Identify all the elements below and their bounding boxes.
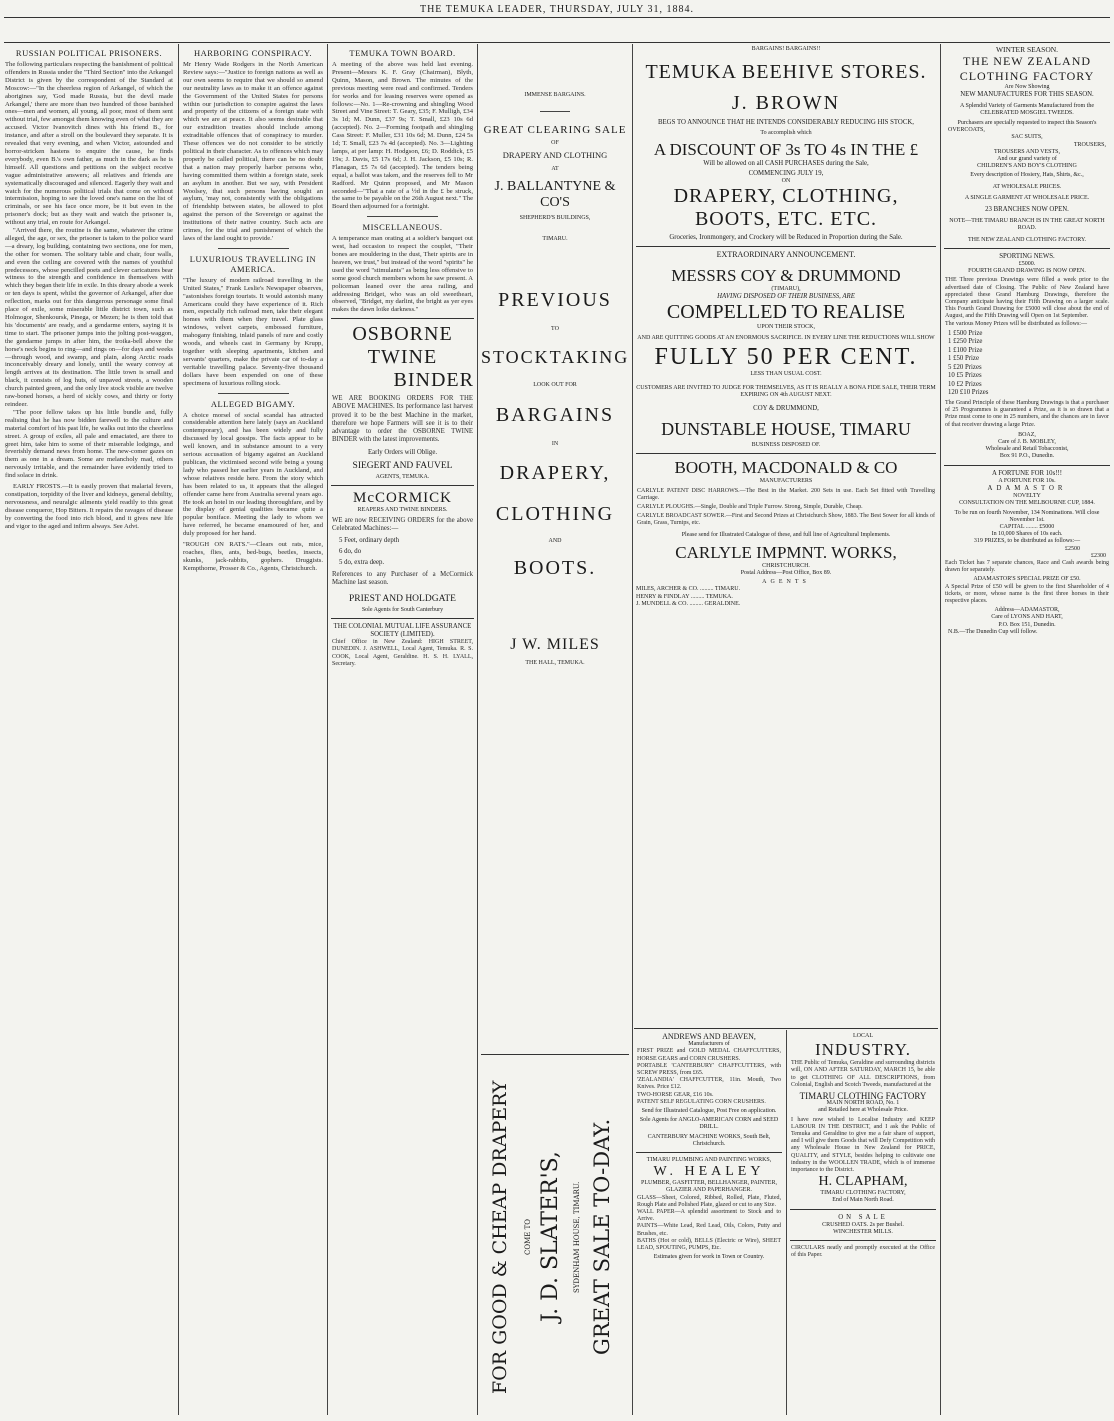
ad-text: CARLYLE BROADCAST SOWER.—First and Second Prizes at Christchurch Show, 1883. The Best Sower for all kinds of Grain, Grass, Turnips, etc. [637,513,935,527]
divider [636,1152,782,1153]
article-title: HARBORING CONSPIRACY. [193,48,313,58]
ad-text: EXTRAORDINARY ANNOUNCEMENT. [716,250,856,260]
ad-heading: BOOTS. [513,557,597,580]
ad-heading: FULLY 50 PER CENT. [654,344,918,371]
column-3 [331,46,474,1413]
prize-item: 10 £2 Prizes [948,380,982,388]
ad-text: SAC SUITS, [1011,134,1043,141]
vertical-ad-text: COME TO [524,1219,532,1256]
ad-heading: TWINE [367,346,438,369]
ad-text: PAINTS—White Lead, Red Lead, Oils, Colors, Putty and Brushes, etc. [637,1223,781,1237]
ad-text: A Special Prize of £50 will be given to the first Shareholder of 4 tickets, or more, whose name is the first three horses in their respective places. [945,583,1109,604]
ad-text: Will be allowed on all CASH PURCHASES during the Sale, [703,159,869,167]
ad-text: And our grand variety of [997,156,1057,163]
ad-heading: GREAT CLEARING SALE [483,124,627,137]
ad-list-item: 5 do, extra deep. [339,558,385,566]
masthead-rule [4,17,1110,18]
ad-heading: DRAPERY AND CLOTHING [502,150,608,161]
divider [790,1209,936,1210]
ad-text: Manufacturers of [688,1041,730,1048]
divider [540,111,570,112]
ad-heading: ON SALE [838,1213,888,1221]
ad-text: TIMARU PLUMBING AND PAINTING WORKS, [646,1157,772,1164]
ad-heading: BARGAINS [495,403,615,426]
ad-heading: DRAPERY, CLOTHING, [673,185,899,208]
ad-text: CHRISTCHURCH. [762,562,810,569]
prize-item: 1 £100 Prize [948,346,983,354]
vertical-ad-text: GREAT SALE TO-DAY. [590,1118,614,1356]
masthead: THE TEMUKA LEADER, THURSDAY, JULY 31, 1884. [419,4,695,15]
article-text: A choice morsel of social scandal has attracted considerable attention here lately (says an Auckland contemporary), and has been widely and fully discussed by local gossips. The facts appear to be well known, and in substance amount to a very serious accusation of bigamy against an Auckland publican, the victimised second wife being a young lady who passed her earlier years in Auckland, and whose relatives reside here. From the story which has been related to us, it appears that the alleged offender came here from Australia several years ago. He took an hotel in our leading thoroughfare, and by the display of genial qualities became quite a popular boniface. Meeting the lady to whom we have referred, he became enamoured of her, and duly proposed for her hand. [183,411,323,538]
ad-text: OVERCOATS, [948,127,985,134]
ad-heading: TEMUKA BEEHIVE STORES. [645,61,927,84]
ad-text: TIMARU CLOTHING FACTORY, [820,1190,906,1197]
divider [331,485,474,486]
ad-text: THE Public of Temuka, Geraldine and surrounding districts will, ON AND AFTER SATURDAY, MARCH 15, be able to get CLOTHING OF ALL DESCRIPTIONS, from Colonial, English and Scotch Tweeds, manufactured at the [791,1060,935,1088]
ad-text: FOURTH GRAND DRAWING IS NOW OPEN. [968,268,1086,275]
ad-text: Each Ticket has 7 separate chances, Race and Cash awards being drawn for separately. [945,559,1109,574]
prize-item: 120 £10 Prizes [948,389,989,397]
ad-text: Care of J. B. MOBLEY, [998,438,1056,445]
ad-heading: TIMARU CLOTHING FACTORY [799,1091,927,1102]
ad-text: To be run on fourth November, 134 Nominations. Will close November 1st. [954,509,1100,523]
ad-text: Groceries, Ironmongery, and Crockery will be Reduced in Proportion during the Sale. [669,234,903,242]
article-text: A meeting of the above was held last evening. Present—Messrs K. F. Gray (Chairman), Blyth, Quinn, Mason, and Brown. The minutes of the previous meeting were read and confirmed. Tenders for works and for leasing reserves were opened as follows:—No. 1—Re-crowning and shingling Wood Street and Vine Street: T. Geary, £35; F. Mulligh, £34 3s 1d; M. Dunn, £37 9s; T. Small, £23 10s 6d (accepted). No. 2—Forming footpath and shingling Cass Street: F. Muller, £31 10s 6d; M. Dunn, £24 5s 1d; T. Small, £23 7s 4d (accepted). No. 3—Lighting lamps, at per lamp: H. Hodgson, £6; D. Roddick, £5 19s; J. Davis, £5 17s 6d; J. H. Jackson, £5 10s; R. Flanagan, £5 7s 6d (accepted). The tenders being equal, a ballot was taken, and the reserves fell to Mr Radford. Mr Quinn proposed, and Mr Mason seconded—"That a rate of a ½d in the £ be struck, the same to be payable on the 26th August next." The Board then adjourned for a fortnight. [332,61,473,211]
article-text: "Arrived there, the routine is the same, whatever the crime alleged, the age, or sex, the prisoner is taken to the police ward—a dreary, log building, containing two sections, one for men, the other for women. The solitary table and chair, four walls, and even the ceiling are covered with the names of youthful predecessors, whose pencilled poets and clever caricatures bear witness to the strength and confidence in themselves with which they began their life in exile. In this dreary abode a week or ten days is spent, whilst the governor of Arkangel, after due reflection, marks out for this dangerous personage some final place of exile, some miserable little district town, such as Holmogor, Shenkoursk, Pinega, or Mezen; he is then told that his 'documents' are ready, and a gendarme enters, saying it is time to start. The prisoner jumps into the jolting post-waggon, the gendarme jumps in after him, the troika-bell above the horse's neck begins to ring—and rings on—for days and weeks—through wood, and swamp, and plain, along Arctic roads inconceivably dreary and lonely, until the weary convoy at length arrives at its destination. The little town is small and black, it consists of log huts, of unpaved streets, a wooden church painted green, and the only live stock visible are twelve raw-boned horses, a herd of sickly cows, and thirty or forty reindeer. [5,227,173,408]
ad-text: 'ZEALANDIA' CHAFFCUTTER, 11in. Mouth, Two Knives. Price £12. [637,1077,781,1091]
ad-text: REAPERS AND TWINE BINDERS. [357,506,448,513]
ad-text: LESS THAN USUAL COST. [750,371,822,378]
ad-heading: BOOTS, ETC. ETC. [694,208,878,231]
ad-text: P.O. Box 151, Dunedin. [998,621,1056,628]
ad-text: MANUFACTURERS [759,478,813,485]
ad-list-item: 5 Feet, ordinary depth [339,536,400,544]
column-rule [477,44,478,1415]
ad-text: £2300 [1091,552,1106,559]
column-1 [4,46,174,1413]
ad-heading: J. BALLANTYNE & CO'S [494,178,616,210]
ad-text: and Retailed here at Wholesale Price. [818,1107,908,1114]
ad-text: I have now wished to Localise Industry and KEEP LABOUR IN THE DISTRICT, and I ask the Public of Temuka and Geraldine to give me a fair share of support, and I will give them Goods that will Defy Competition with any Wholesale House in New Zealand for PRICE, QUALITY, and STYLE, besides helping to cultivate one industry in the WOOLLEN TRADE, which is of immense importance to the District. [791,1116,935,1174]
article-title: MISCELLANEOUS. [362,222,443,233]
ad-text: AGENTS [762,579,810,586]
header-rule [4,42,1110,43]
ad-heading: SIEGERT AND FAUVEL [352,460,453,471]
column-rule [632,44,633,1415]
ad-text: WINCHESTER MILLS. [833,1229,893,1236]
ad-text: CRUSHED OATS. 2s per Bushel. [822,1221,904,1228]
prize-item: 1 £50 Prize [948,355,979,363]
ad-text: MILES, ARCHER & CO. ......... TIMARU. [636,586,741,593]
ad-text: AT WHOLESALE PRICES. [992,183,1062,190]
ad-text: Care of LYONS AND HART, [991,614,1063,621]
divider [944,465,1110,466]
article-title: ALLEGED BIGAMY. [210,398,296,409]
ad-text: The various Money Prizes will be distributed as follows:— [945,320,1087,327]
ad-text: WE ARE BOOKING ORDERS FOR THE ABOVE MACHINES. Its performance last harvest proved it to be the best Machine in the market, therefore we hope Farmers will see it is to their advantage to order the OSBORNE TWINE BINDER with the latest improvements. [332,395,473,444]
ad-text: 23 BRANCHES NOW OPEN. [985,206,1069,214]
column-rule [786,1030,787,1415]
vertical-ad-text: FOR GOOD & CHEAP DRAPERY [489,1080,511,1394]
divider [218,393,289,394]
ad-text: Chief Office in New Zealand: HIGH STREET, DUNEDIN. J. ASHWELL, Local Agent, Temuka. R. S. COOK, Local Agent, Geraldine. H. S. H. LYALL, Secretary. [332,639,473,667]
prize-item: 5 £20 Prizes [948,363,982,371]
divider [790,1240,936,1241]
ad-text: NEW MANUFACTURES FOR THIS SEASON. [960,91,1094,99]
ad-heading: BINDER [393,369,474,392]
ad-list-item: 6 do, do [339,547,362,555]
ad-heading: ANDREWS AND BEAVEN, [662,1032,756,1041]
ad-text: PATENT SELF REGULATING CORN CRUSHERS. [637,1098,766,1105]
ad-heading: A DISCOUNT OF 3s TO 4s IN THE £ [653,139,919,159]
ad-text: BATHS (Hot or cold), BELLS (Electric or Wire), SHEET LEAD, SPOUTING, PUMPS, Etc. [637,1237,781,1252]
ad-heading: H. CLAPHAM, [818,1174,908,1190]
ad-text: TROUSERS, [1073,141,1106,148]
ad-text: COY & DRUMMOND, [753,405,819,413]
ad-text: CANTERBURY MACHINE WORKS, South Belt, Christchurch. [647,1133,771,1147]
divider [944,248,1110,249]
article-text: EARLY FROSTS.—It is easily proven that malarial fevers, constipation, torpidity of the liver and kidneys, general debility, nervousness, and neuralgic ailments yield readily to this great disease conqueror, Hop Bitters. It repairs the ravages of disease by converting the food into rich blood, and it gives new life and vigor to the aged and infirm always. See Advt. [5,483,173,530]
article-title: LUXURIOUS TRAVELLING IN AMERICA. [189,253,317,274]
ad-text: References to any Purchaser of a McCormick Machine last season. [332,571,473,587]
ad-text: CONSULTATION ON THE MELBOURNE CUP, 1884. [959,500,1095,507]
ad-text: UPON THEIR STOCK, [757,324,815,331]
ad-text: CHILDREN'S AND BOY'S CLOTHING [977,163,1077,170]
column-6 [944,46,1110,1413]
ad-text: A Splendid Variety of Garments Manufactured from the [959,102,1095,109]
vertical-ad-text: SYDENHAM HOUSE, TIMARU. [573,1181,581,1293]
ad-text: ON [781,178,791,185]
ad-text: WINTER SEASON. [995,45,1059,54]
ad-text: £5000. [1018,261,1036,268]
ad-heading: J. BROWN [731,92,841,115]
ad-text: TROUSERS AND VESTS, [993,148,1061,155]
ad-text: Send for Illustrated Catalogue, Post Free on application. [641,1108,777,1115]
ad-text: OF [551,140,559,147]
ad-text: In 10,000 Shares of 10s each. [991,531,1063,538]
ad-text: THE HALL, TEMUKA. [525,660,585,667]
ad-text: CARLYLE PATENT DISC HARROWS.—The Best in the Market. 200 Sets in use. Each Set fitted with Travelling Carriage. [637,487,935,501]
column-5-lower-left [636,1033,782,1413]
ad-text: HENRY & FINDLAY ......... TEMUKA. [636,593,733,600]
article-text: "ROUGH ON RATS."—Clears out rats, mice, roaches, flies, ants, bed-bugs, beetles, insects, skunks, jack-rabbits, gophers. Druggists. Kempthorne, Prosser & Co., Agents, Christchurch. [183,541,323,572]
ad-heading: COMPELLED TO REALISE [666,301,906,324]
article-text: A temperance man orating at a soldier's banquet out west, had occasion to respect the couplet, "Their bones are mouldering in the dust, Their spirits are in heaven, we trust," but instead of the word "spirits" he used the word "stimulants" as being less offensive to some good church members whom he saw present. A policeman leaned over the area railing, and addressing Bridget, who was an old sweetheart, observed, "Bridget, my darlint, the bright as yer eyes makes the dawn loike darkness." [332,235,473,314]
divider [331,318,474,319]
ad-heading: BOOTH, MACDONALD & CO [674,458,898,478]
ad-text: WE are now RECEIVING ORDERS for the above Celebrated Machines:— [332,517,473,533]
ad-heading: ADAMASTOR'S SPECIAL PRIZE OF £50. [973,576,1081,583]
ad-text: BARGAINS! BARGAINS!! [751,46,821,52]
ad-heading: THE NEW ZEALAND [962,54,1092,69]
ad-heading: SPORTING NEWS. [999,252,1055,260]
column-5-lower-right [790,1033,936,1413]
divider [331,618,474,619]
ad-text: J. MUNDELL & CO. ......... GERALDINE. [636,600,741,607]
divider [481,1054,629,1055]
divider [218,248,289,249]
ad-heading: MESSRS COY & DRUMMOND [671,265,901,285]
ad-text: NOVELTY [1013,493,1041,500]
ad-text: Wholesale and Retail Tobacconist, [985,446,1069,453]
ad-text: AND [548,537,562,544]
ad-heading: J W. MILES [510,636,600,654]
ad-text: GLASS—Sheet, Colored, Ribbed, Rolled, Plate, Fluted, Rough Plate and Polished Plate, glazed or cut to any Size. [637,1194,781,1208]
ad-heading: PREVIOUS [498,289,612,312]
ad-heading: W. HEALEY [653,1164,765,1180]
ad-text: Address—ADAMASTOR, [994,607,1060,614]
prize-item: 1 £500 Prize [948,329,983,337]
ad-text: Box 91 P.O., Dunedin. [999,453,1055,460]
ad-text: Sole Agents for South Canterbury [361,606,444,613]
ad-text: WALL PAPER—A splendid assortment to Stock and to Arrive. [637,1209,781,1223]
ad-heading: CLOTHING [495,502,615,525]
divider [367,216,439,217]
ad-text: CAPITAL ........ £5000 [999,523,1055,530]
ad-text: LOCAL [853,1033,873,1039]
ad-text: AND ARE QUITTING GOODS AT AN ENORMOUS SACRIFICE. IN EVERY LINE THE REDUCTIONS WILL SHOW [637,335,935,342]
ad-text: TIMARU. [542,236,568,243]
ad-heading: DRAPERY, [499,461,611,484]
ad-text: FIRST PRIZE and GOLD MEDAL CHAFFCUTTERS, HORSE GEARS and CORN CRUSHERS. [637,1048,781,1062]
ad-text: TWO-HORSE GEAR, £16 10s. [637,1091,714,1098]
ad-text: HAVING DISPOSED OF THEIR BUSINESS, ARE [717,292,855,300]
ad-text: TO [551,326,559,333]
ad-text: CELEBRATED MOSGIEL TWEEDS. [980,109,1074,116]
ad-text: The Grand Principle of these Hamburg Drawings is that a purchaser of 25 Programmes is guaranteed a Prize, as it is so drawn that a Prize must come to one in 25 numbers, and the chances are in favor of that receiver drawing a large Prize. [945,399,1109,428]
ad-text: Purchasers are specially requested to inspect this Season's [957,120,1097,127]
article-text: "The poor fellow takes up his little bundle and, fully realising that he has now bidden farewell to the culture and material comfort of his past life, he walks out into the cheerless street. A group of exiles, all pale and emaciated, are there to greet him, take him to some of their miserable lodgings, and feverishly demand news from home. The new-comer gazes on them as one in a dream. Some are melancholy mad, others nervously irritable, and the remainder have evidently tried to find solace in drink. [5,408,173,480]
ad-text: Postal Address—Post Office, Box 89. [740,570,832,577]
ad-text: (TIMARU), [771,285,801,292]
ad-text: To accomplish which [760,130,812,137]
ad-text: LOOK OUT FOR [533,382,577,389]
ad-text: CUSTOMERS ARE INVITED TO JUDGE FOR THEMSELVES, AS IT IS REALLY A BONA FIDE SALE, THEIR TERM EXPIRING ON 4th AUGUST NEXT. [636,384,936,398]
ad-text: BOAZ, [1018,431,1036,438]
ad-text: BUSINESS DISPOSED OF. [751,442,821,449]
ad-heading: DUNSTABLE HOUSE, TIMARU [661,419,911,440]
article-text: The following particulars respecting the banishment of political offenders in Russia under the "Third Section" into the Arkangel District is given by the correspondent of the Standard at Moscow:—"In the cheerless region of Arkangel, of which the aborigines say, 'God made Russia, but the devil made Arkangel,' there are more than two hundred of those banished ones—men and women, all young, all poor, most of them sent without trial, few amongst them knowing even of what they are accused. Victor Ivanovitch dines with his friend B., for instance, and after a stroll on the boulevard they separate. It is revealed that very evening, and when Victor, astounded and horror-stricken hastens to enquire the cause, he finds everybody, even B.'s own father, as much in the dark as he is himself. All questions and petitions on the subject receive vague administrative answers; all relatives and friends are systematically discouraged and silenced. Eagerly they wait and watch for the numerous political trials that come on without intermission, hoping to see the loved one's name on the list of criminals, or see his face once more, be it but even in the prisoner's dock; but as they wait and watch the prisoner is, without any trial, en route for Arkangel. [5,61,173,227]
ad-heading: STOCKTAKING [481,347,630,368]
ad-text: CARLYLE PLOUGHS.—Single, Double and Triple Furrow. Strong, Simple, Durable, Cheap. [637,504,863,511]
ad-text: N.B.—The Dunedin Cup will follow. [948,628,1038,635]
prize-list [948,330,1106,398]
ad-text: CIRCULARS neatly and promptly executed at the Office of this Paper. [791,1245,935,1259]
ad-text: NOTE—THE TIMARU BRANCH IS IN THE GREAT NORTH ROAD. [949,218,1105,232]
column-rule [940,44,941,1415]
divider [636,246,936,247]
ad-text: Estimates given for work in Town or Country. [653,1254,765,1261]
ad-heading: OSBORNE [352,323,453,346]
column-rule [327,44,328,1415]
ad-heading: CLOTHING FACTORY [959,69,1095,84]
ad-text: PLUMBER, GASFITTER, BELLHANGER, PAINTER, GLAZIER AND PAPERHANGER. [641,1180,777,1194]
article-title: TEMUKA TOWN BOARD. [349,48,456,58]
divider [634,1028,938,1029]
vertical-ad-text: J. D. SLATER'S, [538,1151,563,1323]
prize-item: 10 £5 Prizes [948,372,982,380]
ad-text: THE NEW ZEALAND CLOTHING FACTORY. [967,236,1087,243]
ad-text: Please send for Illustrated Catalogue of these, and full line of Agricultural Implements. [681,531,891,538]
ad-heading: CARLYLE IMPMNT. WORKS, [675,542,897,562]
ad-heading: A FORTUNE FOR 10s!!! [991,469,1063,477]
ad-text: Are Now Showing [1004,84,1050,91]
ad-text: £2500 [1065,545,1080,552]
ad-text: IMMENSE BARGAINS. [524,92,586,98]
ad-text: THE Three previous Drawings were filled a week prior to the advertised date of Closing. The Public of New Zealand have appreciated these Grand Hamburg Drawings, therefore the Company anticipate having their Fifth Drawing on a larger scale. This Fourth Grand Drawing for £5000 will close about the end of August, and the Fifth Drawing will Open on 1st September. [945,277,1109,320]
column-2 [182,46,324,1413]
ad-text: 319 PRIZES, to be distributed as follows:— [973,538,1081,545]
ad-heading: ADAMASTOR [987,484,1067,492]
ad-text: AT [551,165,559,172]
ad-text: IN [551,440,559,447]
ad-text: BEGS TO ANNOUNCE THAT HE INTENDS CONSIDERABLY REDUCING HIS STOCK, [658,119,914,127]
ad-text: Every description of Hosiery, Hats, Shirts, &c., [970,172,1084,179]
column-rule [178,44,179,1415]
ad-text: COMMENCING JULY 19, [748,169,824,177]
ad-heading: McCORMICK [352,489,452,506]
ad-text: Early Orders will Oblige. [367,448,438,456]
divider [636,453,936,454]
column-5 [636,46,936,607]
ad-text: Sole Agents for ANGLO-AMERICAN CORN and SEED DRILL. [639,1117,779,1131]
ad-text: A FORTUNE FOR 10s. [998,477,1056,484]
ad-heading: THE COLONIAL MUTUAL LIFE ASSURANCE SOCIETY (LIMITED). [333,622,472,638]
ad-text: SHEPHERD'S BUILDINGS, [519,214,591,221]
article-text: "The luxury of modern railroad travelling in the United States," Frank Leslie's Newspaper observes, "astonishes foreign tourists. It would astonish many Americans could they have experience of it. Rich men, especially rich railroad men, take their elegant homes with them when they travel. Plate glass windows, velvet carpets, embossed furniture, mahogany finishing, inlaid panels of rare and costly woods, and wheels cast in Germany by Krupp, together with sleeping apartments, kitchen and servants' quarters, make the private car of to-day a veritable travelling palace. Seventy-five thousand dollars have been expended on one of these specimens of luxurious rolling stock. [183,276,323,387]
ad-heading: PRIEST AND HOLDGATE [349,593,456,604]
article-title: RUSSIAN POLITICAL PRISONERS. [15,48,163,58]
ad-text: MAIN NORTH ROAD, No. 1 [826,1100,900,1107]
ad-heading: INDUSTRY. [814,1040,912,1060]
article-text: Mr Henry Wade Rodgers in the North American Review says:—"Justice to foreign nations as well as our own seems to require that we should so amend our neutrality laws as to make it an offence against the Government of the United States for persons within our jurisdiction to conspire against the laws and property of the citizens of a foreign state with which we are at peace. It also seems desirable that our extradition treaties should include among extraditable offences that of conspiracy to murder. These offences we do not consider to be strictly political in their character. As to offences which may properly be called political, there can be no doubt that a nation may properly harbor persons who, having committed them within a foreign state, seek an asylum in another. But we say, with President Woolsey, that such persons having sought an asylum, 'may not, consistently with the obligations of friendship between states, be allowed to plot against the person of the Sovereign or against the institutions of their native country. Such acts are crimes, for the trial and punishment of which the laws of the land ought to provide.' [183,61,323,242]
ad-text: A SINGLE GARMENT AT WHOLESALE PRICE. [964,194,1090,201]
ad-text: AGENTS, TEMUKA. [375,473,430,480]
ad-text: PORTABLE 'CANTERBURY' CHAFFCUTTERS, with SCREW PRESS, from £65. [637,1062,781,1077]
ad-text: End of Main North Road. [832,1197,894,1204]
prize-item: 1 £250 Prize [948,338,983,346]
